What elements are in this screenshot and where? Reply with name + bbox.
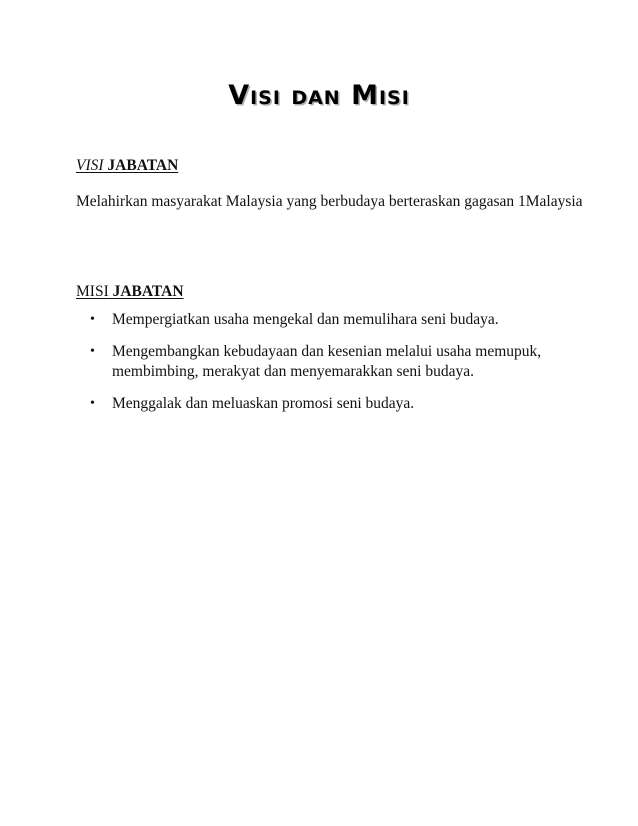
bullet-icon: • [90, 344, 95, 359]
mission-heading-rest: JABATAN [112, 283, 184, 300]
mission-heading [76, 283, 184, 301]
mission-item-text: Menggalak dan meluaskan promosi seni budaya. [112, 395, 415, 412]
vision-heading-lead: VISI [76, 157, 104, 174]
list-item [76, 394, 546, 414]
vision-heading [76, 157, 178, 175]
bullet-icon: • [90, 396, 95, 411]
mission-list [76, 310, 546, 426]
list-item [76, 342, 546, 382]
mission-item-text: Mempergiatkan usaha mengekal dan memulihara seni budaya. [112, 311, 499, 328]
list-item [76, 310, 546, 330]
mission-item-text: Mengembangkan kebudayaan dan kesenian melalui usaha memupuk, membimbing, merakyat dan menyemarakkan seni budaya. [112, 343, 542, 380]
vision-heading-rest: JABATAN [107, 157, 179, 174]
bullet-icon: • [90, 312, 95, 327]
vision-statement: Melahirkan masyarakat Malaysia yang berbudaya berteraskan gagasan 1Malaysia [76, 193, 583, 210]
mission-heading-lead: MISI [76, 283, 109, 300]
page-title: Visi dan Misi [228, 80, 410, 111]
